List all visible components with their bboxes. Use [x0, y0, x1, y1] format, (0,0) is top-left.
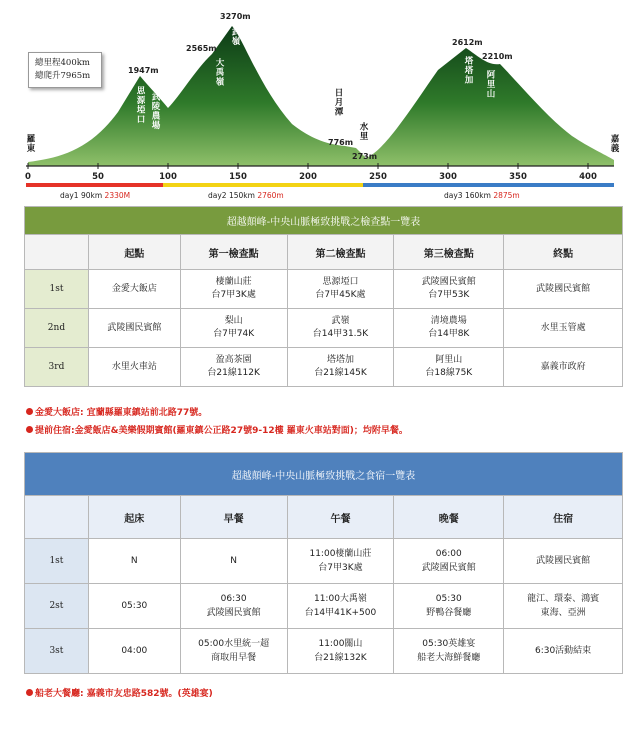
peak-name-wuling-farm: 武陵農場	[150, 92, 160, 130]
summary-box	[28, 52, 102, 88]
day2-bar	[163, 183, 363, 187]
table-cell: 11:00棲蘭山莊 台7甲3K處	[287, 539, 394, 584]
bullet-icon	[26, 408, 33, 415]
table-cell: 梨山 台7甲74K	[180, 309, 287, 348]
table-cell: 6:30活動結束	[504, 629, 623, 674]
header-cell: 終點	[504, 235, 623, 270]
table-row	[25, 584, 623, 629]
peak-elev-wuling: 3270m	[220, 12, 251, 21]
note-hotel-address: 金愛大飯店: 宜蘭縣羅東鎮站前北路77號。	[26, 405, 207, 418]
end-label: 嘉義	[609, 134, 619, 153]
total-climb: 總爬升7965m	[35, 71, 91, 81]
checkpoints-header-row	[25, 235, 623, 270]
place-elev-sun-moon-lake: 776m	[328, 138, 354, 147]
table-cell: 05:30英雄宴 船老大海鮮餐廳	[394, 629, 504, 674]
bullet-icon	[26, 426, 33, 433]
total-distance: 總里程400km	[35, 58, 90, 68]
note-restaurant-address: 船老大餐廳: 嘉義市友忠路582號。(英雄宴)	[26, 686, 213, 699]
peak-name-tataka: 塔塔加	[463, 56, 473, 85]
table-cell: 武嶺 台14甲31.5K	[287, 309, 394, 348]
table-cell: 水里玉管處	[504, 309, 623, 348]
table-cell: 清境農場 台14甲8K	[394, 309, 504, 348]
elevation-profile	[0, 0, 640, 205]
table-cell: 武陵國民賓館	[504, 539, 623, 584]
day2-label: day2 150km 2760m	[208, 191, 284, 200]
note-early-lodging: 提前住宿:金愛飯店&美樂假期賓館(羅東鎮公正路27號9-12樓 羅東火車站對面)；均附早餐。	[26, 423, 408, 436]
peak-elev-dayuling: 2565m	[186, 44, 217, 53]
table-cell: 04:00	[88, 629, 180, 674]
place-name-sun-moon-lake: 日月潭	[333, 88, 343, 117]
table-cell: 思源埡口 台7甲45K處	[287, 270, 394, 309]
header-cell	[25, 496, 89, 539]
day3-bar	[363, 183, 614, 187]
table-cell: 05:30	[88, 584, 180, 629]
table-cell: 武陵國民賓館	[88, 309, 180, 348]
table-cell: 棲蘭山莊 台7甲3K處	[180, 270, 287, 309]
header-cell: 第二檢查點	[287, 235, 394, 270]
table-row	[25, 539, 623, 584]
tick-label: 0	[25, 172, 31, 182]
table-row	[25, 348, 623, 387]
day1-label: day1 90km 2330M	[60, 191, 131, 200]
meals-title: 超越顛峰-中央山脈極致挑戰之食宿一覽表	[25, 453, 623, 496]
table-cell: 06:00 武陵國民賓館	[394, 539, 504, 584]
peak-name-siyuan: 思源埡口	[135, 86, 145, 124]
tick-label: 350	[509, 172, 527, 182]
table-row	[25, 629, 623, 674]
table-cell: 金愛大飯店	[88, 270, 180, 309]
tick-label: 100	[159, 172, 177, 182]
tick-label: 250	[369, 172, 387, 182]
peak-name-alishan: 阿里山	[485, 70, 495, 99]
place-name-shuili: 水里	[358, 122, 368, 141]
table-cell: 龍江、環泰、鴻賓 東海、亞洲	[504, 584, 623, 629]
table-cell: 05:00水里統一超 商取用早餐	[180, 629, 287, 674]
table-row	[25, 270, 623, 309]
table-cell: 11:00大禹嶺 台14甲41K+500	[287, 584, 394, 629]
header-cell: 起床	[88, 496, 180, 539]
start-label: 羅東	[25, 134, 35, 153]
tick-label: 300	[439, 172, 457, 182]
table-cell: N	[88, 539, 180, 584]
table-cell: 嘉義市政府	[504, 348, 623, 387]
header-cell: 起點	[88, 235, 180, 270]
peak-name-dayuling: 大禹嶺	[214, 58, 224, 87]
table-cell: 06:30 武陵國民賓館	[180, 584, 287, 629]
header-cell: 午餐	[287, 496, 394, 539]
header-cell: 晚餐	[394, 496, 504, 539]
day1-bar	[26, 183, 163, 187]
day-cell: 1st	[25, 270, 89, 309]
peak-name-wuling: 武嶺	[230, 27, 240, 46]
checkpoints-title: 超越顛峰-中央山脈極致挑戰之檢查點一覽表	[25, 207, 623, 235]
table-cell: N	[180, 539, 287, 584]
bullet-icon	[26, 689, 33, 696]
meals-header-row	[25, 496, 623, 539]
peak-elev-alishan: 2210m	[482, 52, 513, 61]
day-cell: 2nd	[25, 309, 89, 348]
table-cell: 水里火車站	[88, 348, 180, 387]
checkpoints-table	[24, 206, 623, 387]
table-cell: 盈高茶園 台21線112K	[180, 348, 287, 387]
table-cell: 武陵國民賓館	[504, 270, 623, 309]
tick-label: 150	[229, 172, 247, 182]
tick-label: 400	[579, 172, 597, 182]
table-cell: 11:00關山 台21線132K	[287, 629, 394, 674]
day-cell: 2st	[25, 584, 89, 629]
day-cell: 1st	[25, 539, 89, 584]
header-cell: 第三檢查點	[394, 235, 504, 270]
table-cell: 塔塔加 台21線145K	[287, 348, 394, 387]
header-cell: 早餐	[180, 496, 287, 539]
day-cell: 3rd	[25, 348, 89, 387]
header-cell	[25, 235, 89, 270]
day-cell: 3st	[25, 629, 89, 674]
day3-label: day3 160km 2875m	[444, 191, 520, 200]
header-cell: 住宿	[504, 496, 623, 539]
peak-elev-tataka: 2612m	[452, 38, 483, 47]
peak-elev-siyuan: 1947m	[128, 66, 159, 75]
header-cell: 第一檢查點	[180, 235, 287, 270]
tick-label: 50	[92, 172, 104, 182]
table-cell: 阿里山 台18線75K	[394, 348, 504, 387]
mountain-silhouette	[28, 26, 614, 166]
table-cell: 05:30 野鴨谷餐廳	[394, 584, 504, 629]
meals-table	[24, 452, 623, 674]
table-row	[25, 309, 623, 348]
tick-label: 200	[299, 172, 317, 182]
place-elev-shuili: 273m	[352, 152, 378, 161]
table-cell: 武陵國民賓館 台7甲53K	[394, 270, 504, 309]
